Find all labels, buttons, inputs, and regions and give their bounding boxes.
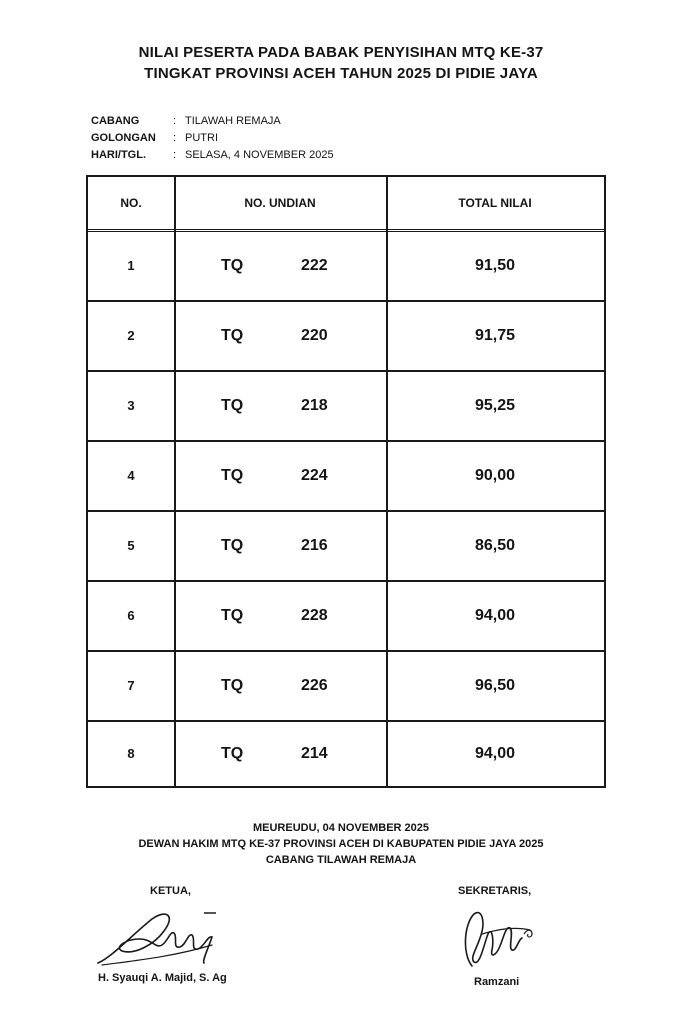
meta-separator: : (173, 115, 177, 127)
meta-key: GOLONGAN (91, 132, 156, 144)
table-row (88, 652, 604, 722)
row-total: 91,75 (474, 327, 516, 344)
row-undian: 220 (301, 327, 328, 344)
row-undian: 216 (301, 537, 328, 554)
row-prefix: TQ (221, 327, 244, 344)
signature-name-ketua: H. Syauqi A. Majid, S. Ag (98, 972, 227, 984)
header-undian: NO. UNDIAN (244, 196, 316, 210)
row-no: 6 (127, 608, 135, 623)
row-prefix: TQ (221, 537, 244, 554)
score-table (86, 175, 606, 788)
row-total: 94,00 (474, 607, 516, 624)
footer-place-date: MEUREUDU, 04 NOVEMBER 2025 (252, 822, 430, 834)
row-prefix: TQ (221, 677, 244, 694)
row-prefix: TQ (221, 257, 244, 274)
signature-role-sekretaris: SEKRETARIS, (458, 885, 532, 897)
handwritten-signature-icon (92, 905, 232, 971)
meta-info (91, 113, 334, 164)
row-no: 4 (127, 468, 135, 483)
row-prefix: TQ (221, 745, 244, 762)
document-title-line1: NILAI PESERTA PADA BABAK PENYISIHAN MTQ KE-37 (138, 44, 544, 61)
row-no: 7 (127, 678, 135, 693)
row-undian: 226 (301, 677, 328, 694)
footer-body: DEWAN HAKIM MTQ KE-37 PROVINSI ACEH DI KABUPATEN PIDIE JAYA 2025 (138, 838, 544, 850)
meta-value: SELASA, 4 NOVEMBER 2025 (185, 149, 334, 161)
row-undian: 224 (301, 467, 328, 484)
table-header (88, 177, 604, 232)
meta-value: TILAWAH REMAJA (185, 115, 281, 127)
row-undian: 214 (301, 745, 328, 762)
row-undian: 222 (301, 257, 328, 274)
header-total: TOTAL NILAI (458, 196, 532, 210)
signature-role-ketua: KETUA, (150, 885, 191, 897)
row-undian: 218 (301, 397, 328, 414)
row-total: 86,50 (474, 537, 516, 554)
meta-value: PUTRI (185, 132, 218, 144)
row-total: 94,00 (474, 745, 516, 762)
meta-separator: : (173, 132, 177, 144)
row-no: 3 (127, 398, 135, 413)
meta-row-cabang (91, 113, 334, 130)
row-no: 8 (127, 746, 135, 761)
table-row (88, 372, 604, 442)
table-row (88, 722, 604, 786)
meta-row-hari-tgl (91, 147, 334, 164)
header-no: NO. (120, 196, 142, 210)
footer-branch: CABANG TILAWAH REMAJA (265, 854, 417, 866)
handwritten-signature-icon (452, 904, 542, 974)
meta-row-golongan (91, 130, 334, 147)
table-row (88, 232, 604, 302)
table-row (88, 582, 604, 652)
row-total: 96,50 (474, 677, 516, 694)
row-undian: 228 (301, 607, 328, 624)
row-no: 2 (127, 328, 135, 343)
row-total: 91,50 (474, 257, 516, 274)
row-prefix: TQ (221, 467, 244, 484)
table-row (88, 512, 604, 582)
document-title-line2: TINGKAT PROVINSI ACEH TAHUN 2025 DI PIDIE JAYA (144, 65, 538, 82)
meta-separator: : (173, 149, 177, 161)
table-row (88, 302, 604, 372)
signature-name-sekretaris: Ramzani (474, 976, 520, 988)
meta-key: HARI/TGL. (91, 149, 146, 161)
row-total: 95,25 (474, 397, 516, 414)
row-total: 90,00 (474, 467, 516, 484)
row-prefix: TQ (221, 607, 244, 624)
row-no: 1 (127, 258, 135, 273)
row-no: 5 (127, 538, 135, 553)
meta-key: CABANG (91, 115, 140, 127)
table-row (88, 442, 604, 512)
row-prefix: TQ (221, 397, 244, 414)
